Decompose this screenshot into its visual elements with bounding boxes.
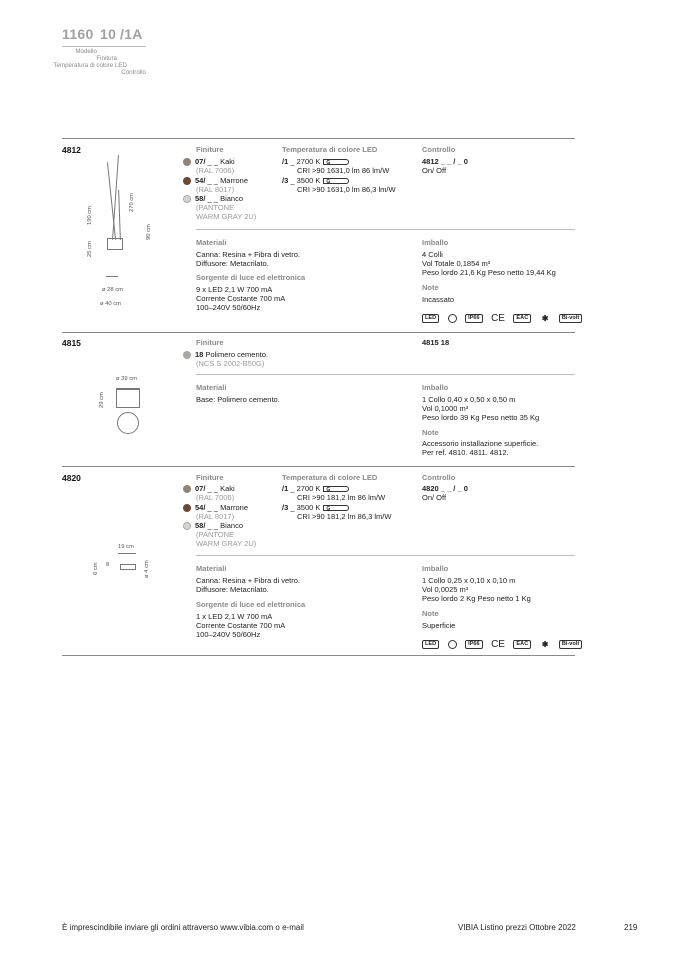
note-line: Incassato [422,295,455,304]
material-line: Diffusore: Metacrilato. [196,585,269,594]
legend-label-finish: Finitura [96,55,117,62]
code-legend [53,26,151,86]
finish-ref: (RAL 7006) [196,166,235,175]
temp-suffix: _ [290,503,295,512]
finish-ref-2: WARM GRAY 2U) [196,539,257,548]
finish-item [183,503,248,512]
finish-suffix: _ _ [207,157,218,166]
temp-suffix: _ [290,157,295,166]
product-drawing-4820 [90,540,160,580]
eac-cert-icon: EAC [513,640,531,649]
finish-code: 54/ [195,503,206,512]
material-line: Diffusore: Metacrilato. [196,259,269,268]
finish-ref: (NCS S 2002-B50G) [196,359,265,368]
dim-height-25: 25 cm [87,241,93,257]
finishes-header: Finiture [196,338,224,347]
lamp-top-view [106,268,118,277]
energy-class-badge: G [323,505,349,511]
source-line: Corrente Costante 700 mA [196,294,286,303]
temp-item [282,157,349,166]
control-value: On/ Off [422,166,447,175]
finish-suffix: _ _ [207,484,218,493]
temp-spec: CRI >90 1631,0 lm 86,3 lm/W [297,185,396,194]
energy-class-badge: G [323,178,349,184]
finish-code: 58/ [195,194,206,203]
product-drawing-4815 [90,372,150,442]
legend-label-temp: Temperatura di colore LED [53,62,127,69]
dim-diameter-40: ø 40 cm [100,301,121,307]
material-line: Base: Polimero cemento. [196,395,280,404]
legend-label-control: Controllo [121,69,146,76]
section-divider [62,466,575,467]
dim-height-29: 29 cm [99,392,105,408]
temp-suffix: _ [290,176,295,185]
ground-icon [448,314,457,323]
pack-line: Vol 0,1000 m³ [422,404,469,413]
finish-item [183,521,243,530]
dim-width-19: 19 cm [118,544,134,550]
temp-suffix: _ [290,484,295,493]
pack-header: Imballo [422,383,449,392]
product-code: 4815 [62,338,81,348]
product-code: 4812 [62,145,81,155]
finish-ref: (RAL 7006) [196,493,235,502]
materials-header: Materiali [196,383,227,392]
lamp-base [107,238,123,250]
source-line: 100–240V 50/60Hz [196,303,261,312]
dim-height-6: 6 cm [93,562,99,575]
cert-row [422,310,586,328]
finishes-header: Finiture [196,473,224,482]
dim-diameter-28: ø 28 cm [102,287,123,293]
notes-header: Note [422,283,439,292]
temp-spec: CRI >90 181,2 lm 86 lm/W [297,493,386,502]
temp-value: 3500 K [296,503,321,512]
finish-ref: (PANTONE [196,203,235,212]
pack-header: Imballo [422,238,449,247]
note-line: Accessorio installazione superficie. [422,439,539,448]
energy-class-badge: G [323,159,349,165]
legend-divider [62,46,146,47]
footer-note: È imprescindibile inviare gli ordini attraverso www.vibia.com o e-mail [62,923,304,932]
product-drawing-4812 [80,150,160,315]
ip66-cert-icon: IP66 [465,314,483,323]
dim-height-270: 270 cm [129,192,135,212]
ce-mark-icon: CE [491,313,505,325]
finish-code: 07/ [195,484,206,493]
finish-swatch [183,158,191,166]
finish-item [183,484,235,493]
cert-row [422,636,586,654]
finish-suffix: _ _ [207,194,218,203]
ip66-cert-icon: IP66 [465,640,483,649]
legend-label-model: Modello [75,48,97,55]
control-header: Controllo [422,473,456,482]
note-line: Per ref. 4810. 4811. 4812. [422,448,509,457]
finish-swatch [183,504,191,512]
row-divider [196,229,575,230]
base-top-view [117,412,139,434]
finish-swatch [183,522,191,530]
dim-height-90: 90 cm [146,224,152,240]
finish-name: Polimero cemento. [205,350,268,359]
pack-line: 1 Collo 0,40 x 0,50 x 0,50 m [422,395,516,404]
source-header: Sorgente di luce ed elettronica [196,600,306,609]
finish-swatch [183,177,191,185]
pack-header: Imballo [422,564,449,573]
finishes-header: Finiture [196,145,224,154]
temp-item [282,484,349,493]
finish-ref: (RAL 8017) [196,512,235,521]
source-line: 1 x LED 2,1 W 700 mA [196,612,273,621]
finish-ref: (RAL 8017) [196,185,235,194]
dim-diameter-4: ø 4 cm [144,560,150,578]
finish-suffix: _ _ [207,521,218,530]
source-line: 100–240V 50/60Hz [196,630,261,639]
eac-cert-icon: EAC [513,314,531,323]
finish-item [183,157,235,166]
temp-code: /3 [282,503,289,512]
footer-catalog: VIBIA Listino prezzi Ottobre 2022 [458,923,576,932]
dimmable-icon: ✱ [541,640,549,650]
section-divider [62,138,575,139]
temp-spec: CRI >90 1631,0 lm 86 lm/W [297,166,390,175]
fixture-side-view [120,564,136,570]
led-cert-icon: LED [422,640,439,649]
legend-code-finish: 10 [100,26,117,42]
control-code: 4815 18 [422,338,450,347]
source-line: 9 x LED 2,1 W 700 mA [196,285,273,294]
finish-suffix: _ _ [207,176,218,185]
section-divider [62,332,575,333]
row-divider [196,555,575,556]
materials-header: Materiali [196,564,227,573]
control-code: 4820 _ _ / _ 0 [422,484,468,493]
finish-swatch [183,485,191,493]
control-code: 4812 _ _ / _ 0 [422,157,468,166]
materials-header: Materiali [196,238,227,247]
temp-code: /1 [282,484,289,493]
dim-8: 8 [106,562,110,568]
pack-line: Peso lordo 2 Kg Peso netto 1 Kg [422,594,531,603]
product-code: 4820 [62,473,81,483]
pack-line: Peso lordo 39 Kg Peso netto 35 Kg [422,413,540,422]
dim-diameter-39: ø 39 cm [116,376,137,382]
temp-code: /3 [282,176,289,185]
finish-ref-2: WARM GRAY 2U) [196,212,257,221]
finish-swatch [183,195,191,203]
notes-header: Note [422,609,439,618]
base-side-view [116,388,140,408]
dim-height-190: 190 cm [87,205,93,225]
control-value: On/ Off [422,493,447,502]
bivolt-cert-icon: Bi-volt [559,640,582,649]
material-line: Canna: Resina + Fibra di vetro. [196,250,301,259]
finish-name: Kaki [220,484,235,493]
page-number: 219 [624,923,638,932]
source-line: Corrente Costante 700 mA [196,621,286,630]
temp-value: 2700 K [296,484,321,493]
finish-code: 07/ [195,157,206,166]
temp-header: Temperatura di colore LED [282,473,378,482]
pack-line: Vol 0,0025 m³ [422,585,469,594]
legend-code-control: /1A [120,26,143,42]
dim-line [118,553,136,554]
control-header: Controllo [422,145,456,154]
finish-name: Bianco [220,521,243,530]
finish-code: 58/ [195,521,206,530]
row-divider [196,374,575,375]
pack-line: Peso lordo 21,6 Kg Peso netto 19,44 Kg [422,268,556,277]
lamp-stem [118,190,121,240]
section-divider [62,655,575,656]
finish-name: Marrone [220,176,248,185]
finish-name: Marrone [220,503,248,512]
note-line: Superficie [422,621,456,630]
finish-suffix: _ _ [207,503,218,512]
finish-swatch [183,351,191,359]
temp-header: Temperatura di colore LED [282,145,378,154]
temp-spec: CRI >90 181,2 lm 86,3 lm/W [297,512,392,521]
led-cert-icon: LED [422,314,439,323]
temp-value: 3500 K [296,176,321,185]
pack-line: 4 Colli [422,250,443,259]
temp-item [282,503,349,512]
finish-name: Bianco [220,194,243,203]
material-line: Canna: Resina + Fibra di vetro. [196,576,301,585]
finish-item [183,350,268,359]
legend-code-model: 1160 [62,26,94,42]
finish-name: Kaki [220,157,235,166]
notes-header: Note [422,428,439,437]
finish-item [183,194,243,203]
ce-mark-icon: CE [491,639,505,651]
finish-code: 18 [195,350,204,359]
finish-item [183,176,248,185]
pack-line: 1 Collo 0,25 x 0,10 x 0,10 m [422,576,516,585]
source-header: Sorgente di luce ed elettronica [196,273,306,282]
temp-value: 2700 K [296,157,321,166]
temp-item [282,176,349,185]
pack-line: Vol Totale 0,1854 m³ [422,259,491,268]
dimmable-icon: ✱ [541,314,549,324]
energy-class-badge: G [323,486,349,492]
bivolt-cert-icon: Bi-volt [559,314,582,323]
ground-icon [448,640,457,649]
finish-ref: (PANTONE [196,530,235,539]
finish-code: 54/ [195,176,206,185]
temp-code: /1 [282,157,289,166]
